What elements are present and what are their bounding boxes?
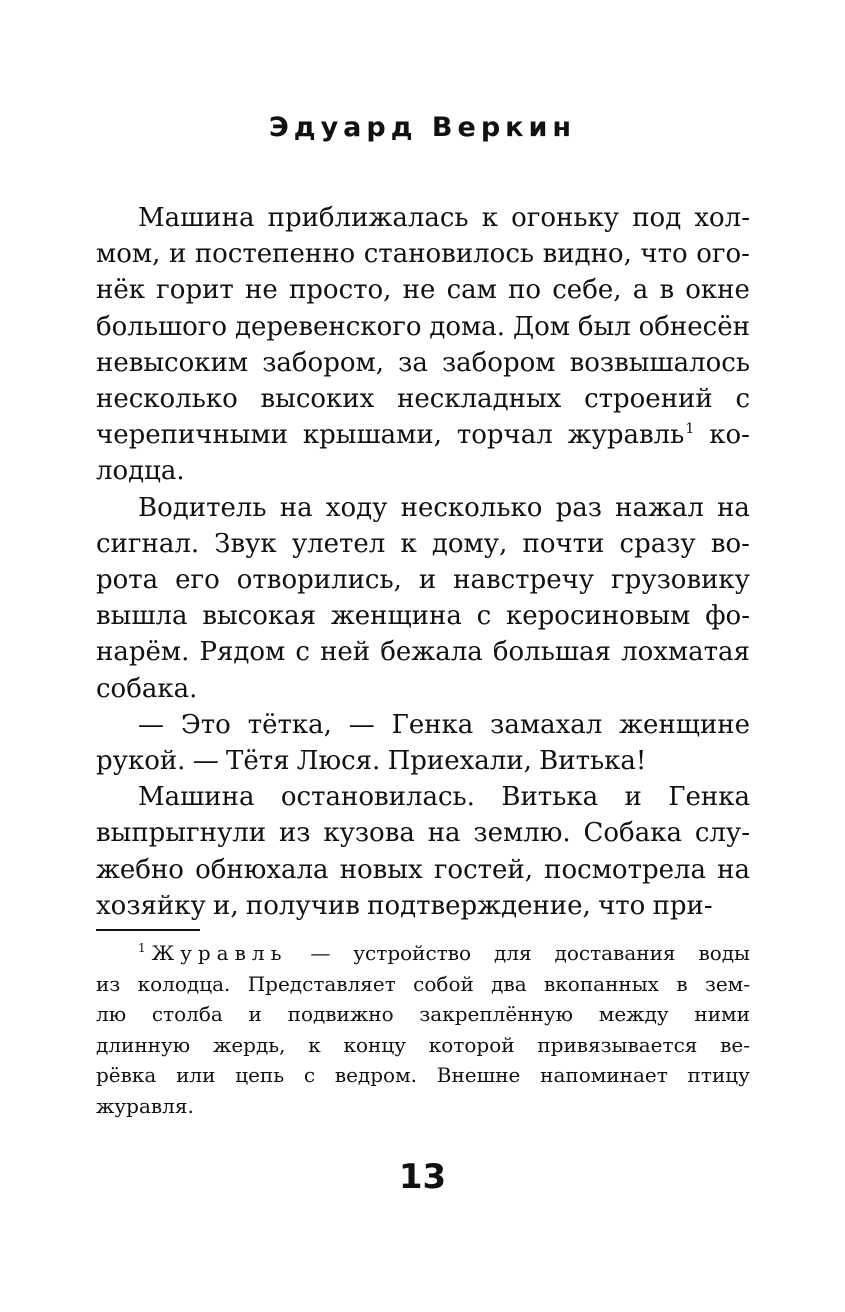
text-line: Машина приближалась к огоньку под хол- (138, 203, 750, 233)
text-line: мом, и постепенно становилось видно, что ого- (96, 239, 750, 270)
text-line: жебно обнюхала новых гостей, посмотрела на (96, 854, 750, 885)
text-line: вышла высокая женщина с керосиновым фо- (96, 601, 750, 632)
footnote-line: длинную жердь, к концу которой привязывается ве- (96, 1032, 750, 1057)
footnote-line: из колодца. Представляет собой два вкопанных в зем- (96, 971, 750, 996)
page-number: 13 (398, 1157, 447, 1197)
text-line: Водитель на ходу несколько раз нажал на (138, 492, 750, 523)
footnote-line: журавля. (96, 1093, 194, 1118)
paragraph (96, 200, 750, 490)
text-line: выпрыгнули из кузова на землю. Собака слу- (96, 818, 750, 849)
text-line: сигнал. Звук улетел к дому, почти сразу во- (96, 528, 750, 559)
text-line: большого деревенского дома. Дом был обнесён (96, 311, 750, 342)
text-line: лодца. (96, 456, 185, 487)
text-line: — Это тётка, — Генка замахал женщине (138, 709, 750, 740)
text-line: рота его отворились, и навстречу грузовику (96, 565, 750, 596)
footnote-rule (96, 929, 200, 931)
paragraph (96, 490, 750, 707)
footnote-number: 1 (138, 940, 146, 955)
text-line: Машина остановилась. Витька и Генка (138, 782, 750, 813)
running-head: Эдуард Веркин (268, 112, 577, 143)
text-line: собака. (96, 673, 198, 704)
footnote (96, 938, 750, 1121)
footnote-line: $^1$ Журавль — устройство для доставания воды (138, 940, 750, 965)
footnote-line: рёвка или цепь с ведром. Внешне напоминает птицу (96, 1063, 750, 1087)
text-line: хозяйку и, получив подтверждение, что при- (96, 890, 713, 921)
footnote-term: Журавль (151, 941, 288, 965)
paragraph (96, 779, 750, 924)
body-text (96, 200, 750, 924)
footnote-line: лю столба и подвижно закреплённую между ними (96, 1002, 750, 1026)
text-line: черепичными крышами, торчал журавль$^1$ ко- (96, 420, 750, 451)
footnote-reference[interactable]: 1 (685, 420, 695, 437)
text-line: несколько высоких нескладных строений с (96, 384, 750, 415)
text-line: невысоким забором, за забором возвышалось (96, 347, 750, 378)
paragraph (96, 707, 750, 779)
text-line: нарём. Рядом с ней бежала большая лохматая (96, 637, 750, 668)
text-line: рукой. — Тётя Люся. Приехали, Витька! (96, 746, 647, 777)
text-line: нёк горит не просто, не сам по себе, а в окне (96, 275, 750, 306)
